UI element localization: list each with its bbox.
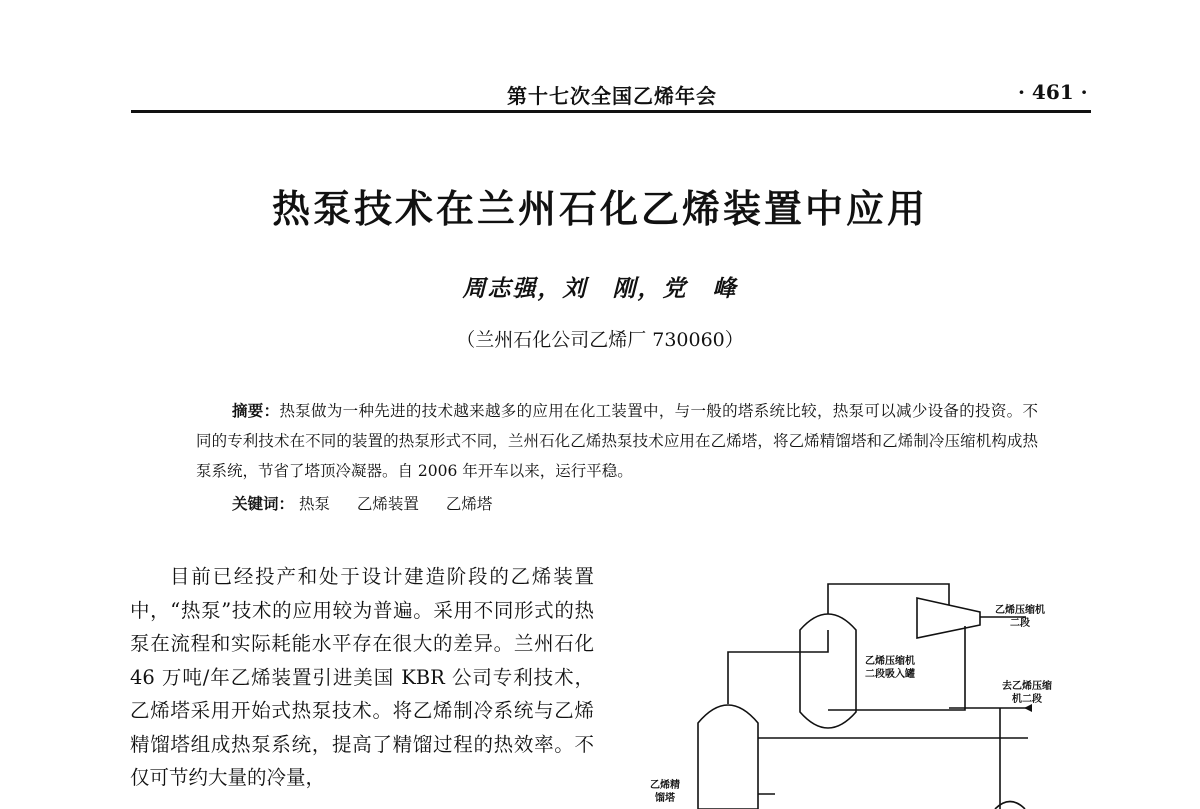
paper-affiliation: （兰州石化公司乙烯厂 730060）	[456, 329, 744, 351]
abstract-label: 摘要：	[232, 401, 280, 420]
abstract	[196, 396, 1038, 486]
flow-line	[828, 626, 965, 710]
compressor-label: 乙烯压缩机	[995, 605, 1045, 616]
column-label-2: 馏塔	[655, 793, 675, 804]
drum-label: 乙烯压缩机	[865, 656, 915, 667]
keywords	[232, 492, 514, 514]
header-rule	[131, 110, 1091, 113]
keyword: 乙烯塔	[445, 495, 493, 513]
keyword: 热泵	[298, 495, 330, 513]
column-vessel	[698, 705, 758, 809]
column-label: 乙烯精	[650, 780, 680, 791]
arrow-icon	[1024, 704, 1032, 712]
outlet-label: 去乙烯压缩	[1002, 681, 1052, 692]
page-number: · 461 ·	[1018, 80, 1088, 104]
body-paragraph: 目前已经投产和处于设计建造阶段的乙烯装置中，“热泵”技术的应用较为普遍。采用不同形式的热泵在流程和实际耗能水平存在很大的差异。兰州石化 46 万吨/年乙烯装置引进美国 KBR 公司专利技术，乙烯塔采用开始式热泵技术。将乙烯制冷系统与乙烯精馏塔组成热泵系统，提高了精馏过程的热效率。不仅可节约大量的冷量，	[130, 565, 594, 789]
keywords-label: 关键词：	[232, 494, 295, 513]
body-text	[130, 560, 594, 795]
journal-header-title: 第十七次全国乙烯年会	[507, 84, 717, 108]
process-flow-diagram	[600, 560, 1200, 809]
drum-label-2: 二段吸入罐	[865, 669, 915, 680]
paper-authors: 周志强，刘 刚，党 峰	[462, 275, 738, 302]
outlet-label-2: 机二段	[1012, 694, 1042, 705]
flow-line	[728, 630, 828, 704]
abstract-text: 热泵做为一种先进的技术越来越多的应用在化工装置中，与一般的塔系统比较，热泵可以减少设备的投资。不同的专利技术在不同的装置的热泵形式不同，兰州石化乙烯热泵技术应用在乙烯塔，将乙烯精馏塔和乙烯制冷压缩机构成热泵系统，节省了塔顶冷凝器。自 2006 年开车以来，运行平稳。	[196, 402, 1038, 480]
keyword: 乙烯装置	[356, 495, 419, 513]
flow-line	[828, 584, 949, 614]
compressor-label-2: 二段	[1010, 618, 1030, 629]
paper-title: 热泵技术在兰州石化乙烯装置中应用	[271, 187, 928, 231]
